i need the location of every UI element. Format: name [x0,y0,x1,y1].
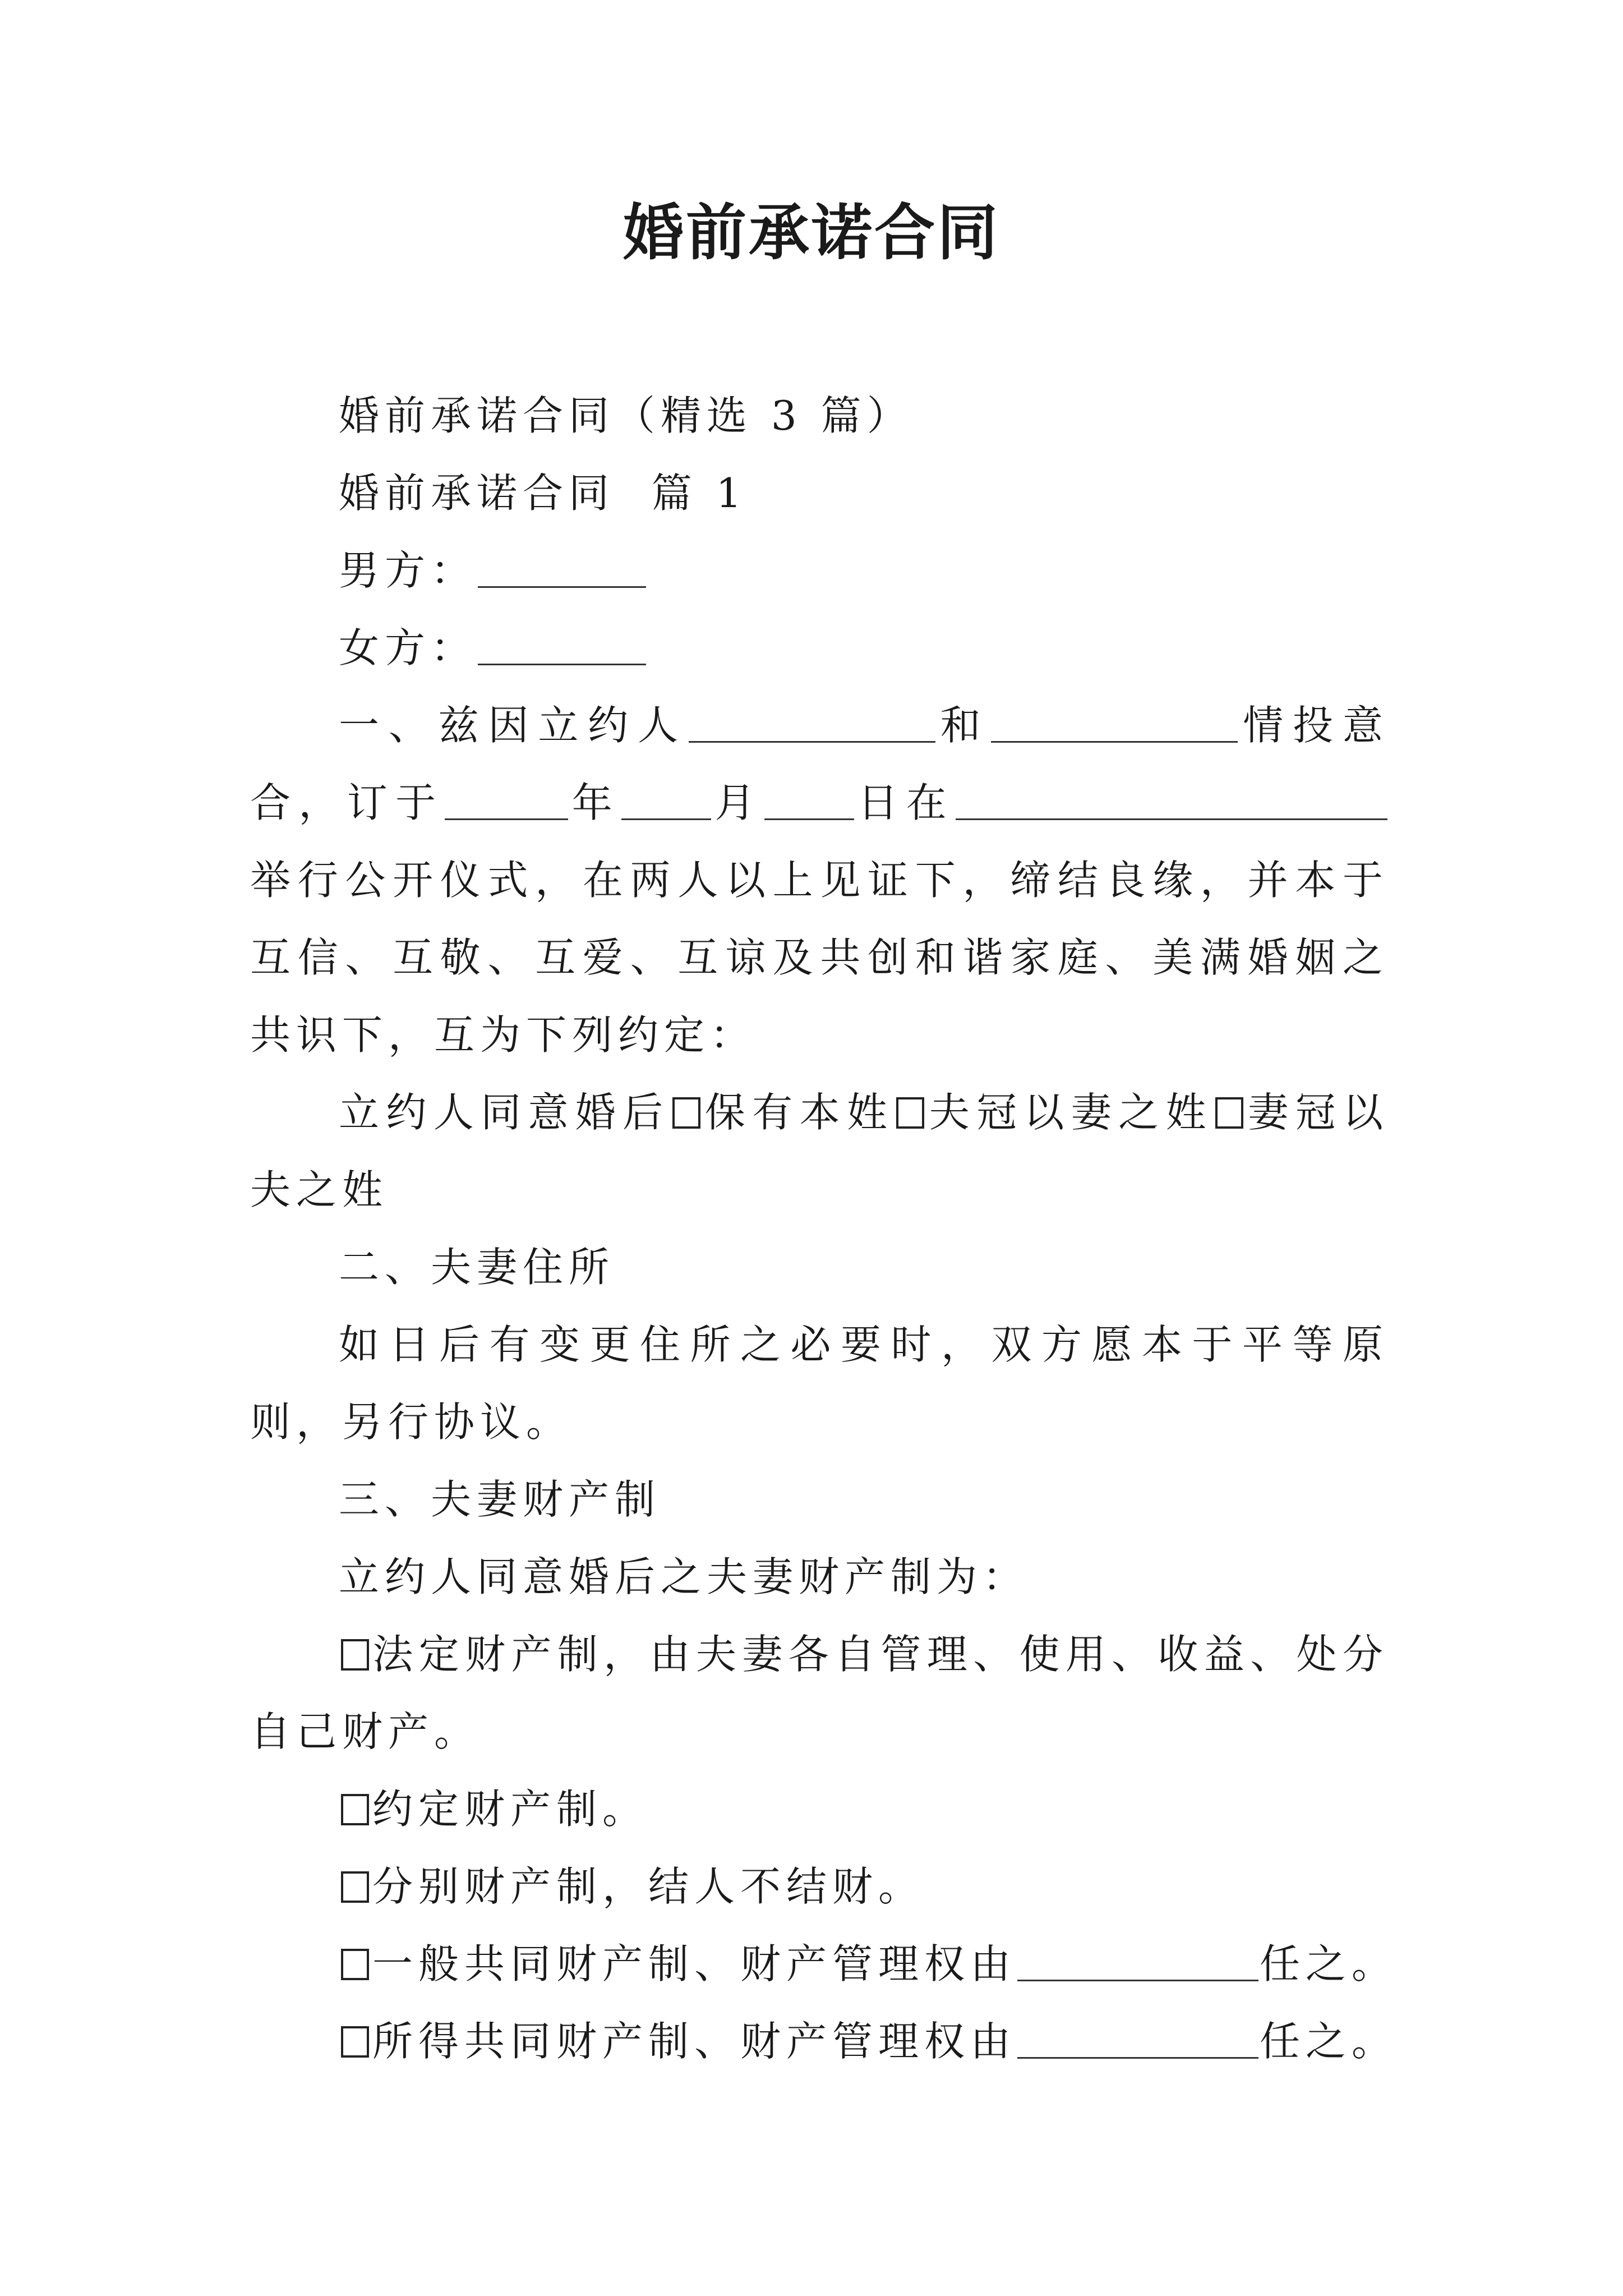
husband-wife-surname-label: 夫冠以妻之姓 [928,1089,1213,1136]
property-option-separate [250,1848,1389,1925]
property-option-agreed [250,1770,1389,1848]
income-common-manager-blank [1017,2018,1258,2059]
general-common-label: 一般共同财产制、财产管理权由 [372,1940,1017,1987]
clause-one-text-b: 和 [936,702,990,749]
month-blank [621,779,711,820]
keep-surname-label: 保有本姓 [703,1089,895,1136]
venue-blank [956,779,1387,820]
month-label: 月 [712,779,763,826]
checkbox-separate-property[interactable] [341,1871,369,1903]
party-a-blank [689,702,935,743]
general-common-suffix: 任之。 [1260,1940,1398,1987]
document-title: 婚前承诺合同 [623,197,1000,268]
income-common-suffix: 任之。 [1260,2018,1398,2065]
general-common-manager-blank [1017,1940,1258,1981]
clause-two-text: 如日后有变更住所之必要时，双方愿本于平等原则，另行协议。 [250,1321,1389,1446]
surname-text: 立约人同意婚后 [339,1089,670,1136]
day-label: 日在 [855,779,955,826]
checkbox-wife-husband-surname[interactable] [1215,1097,1243,1129]
property-option-income-common [250,2003,1398,2080]
male-party-line [250,532,1389,609]
checkbox-income-common-property[interactable] [341,2026,369,2058]
female-name-blank [478,624,646,665]
male-label: 男方： [339,547,477,594]
subtitle: 婚前承诺合同（精选 3 篇） [339,392,913,439]
clause-one-text-c: 情投意合，订于 [250,702,1389,826]
clause-three-heading: 三、夫妻财产制 [339,1476,661,1523]
document-body [250,377,1398,2080]
checkbox-general-common-property[interactable] [341,1949,369,1980]
agreed-property-label: 约定财产制。 [372,1786,649,1833]
clause-three-intro: 立约人同意婚后之夫妻财产制为： [339,1553,1029,1600]
female-party-line [250,609,1389,687]
wife-husband-surname-label: 妻冠以夫之姓 [250,1089,1389,1213]
checkbox-husband-wife-surname[interactable] [896,1097,924,1129]
checkbox-statutory-property[interactable] [341,1639,369,1671]
checkbox-agreed-property[interactable] [341,1794,369,1825]
year-label: 年 [569,779,621,826]
surname-clause [250,1074,1389,1228]
clause-one-text-a: 一、兹因立约人 [339,702,688,749]
property-option-statutory [250,1616,1389,1770]
day-blank [764,779,854,820]
income-common-label: 所得共同财产制、财产管理权由 [372,2018,1017,2065]
year-blank [445,779,568,820]
male-name-blank [478,547,646,588]
section-heading: 婚前承诺合同 篇 1 [339,470,748,517]
party-b-blank [991,702,1238,743]
statutory-property-label: 法定财产制，由夫妻各自管理、使用、收益、处分自己财产。 [250,1631,1389,1755]
property-option-general-common [250,1925,1398,2003]
clause-one-text-g: 举行公开仪式，在两人以上见证下，缔结良缘，并本于互信、互敬、互爱、互谅及共创和谐家庭、美满婚姻之共识下，互为下列约定： [250,857,1389,1059]
separate-property-label: 分别财产制，结人不结财。 [372,1863,925,1910]
checkbox-keep-surname[interactable] [672,1097,700,1129]
clause-one-paragraph [250,687,1389,1074]
clause-two-heading: 二、夫妻住所 [339,1244,615,1291]
female-label: 女方： [339,624,477,671]
